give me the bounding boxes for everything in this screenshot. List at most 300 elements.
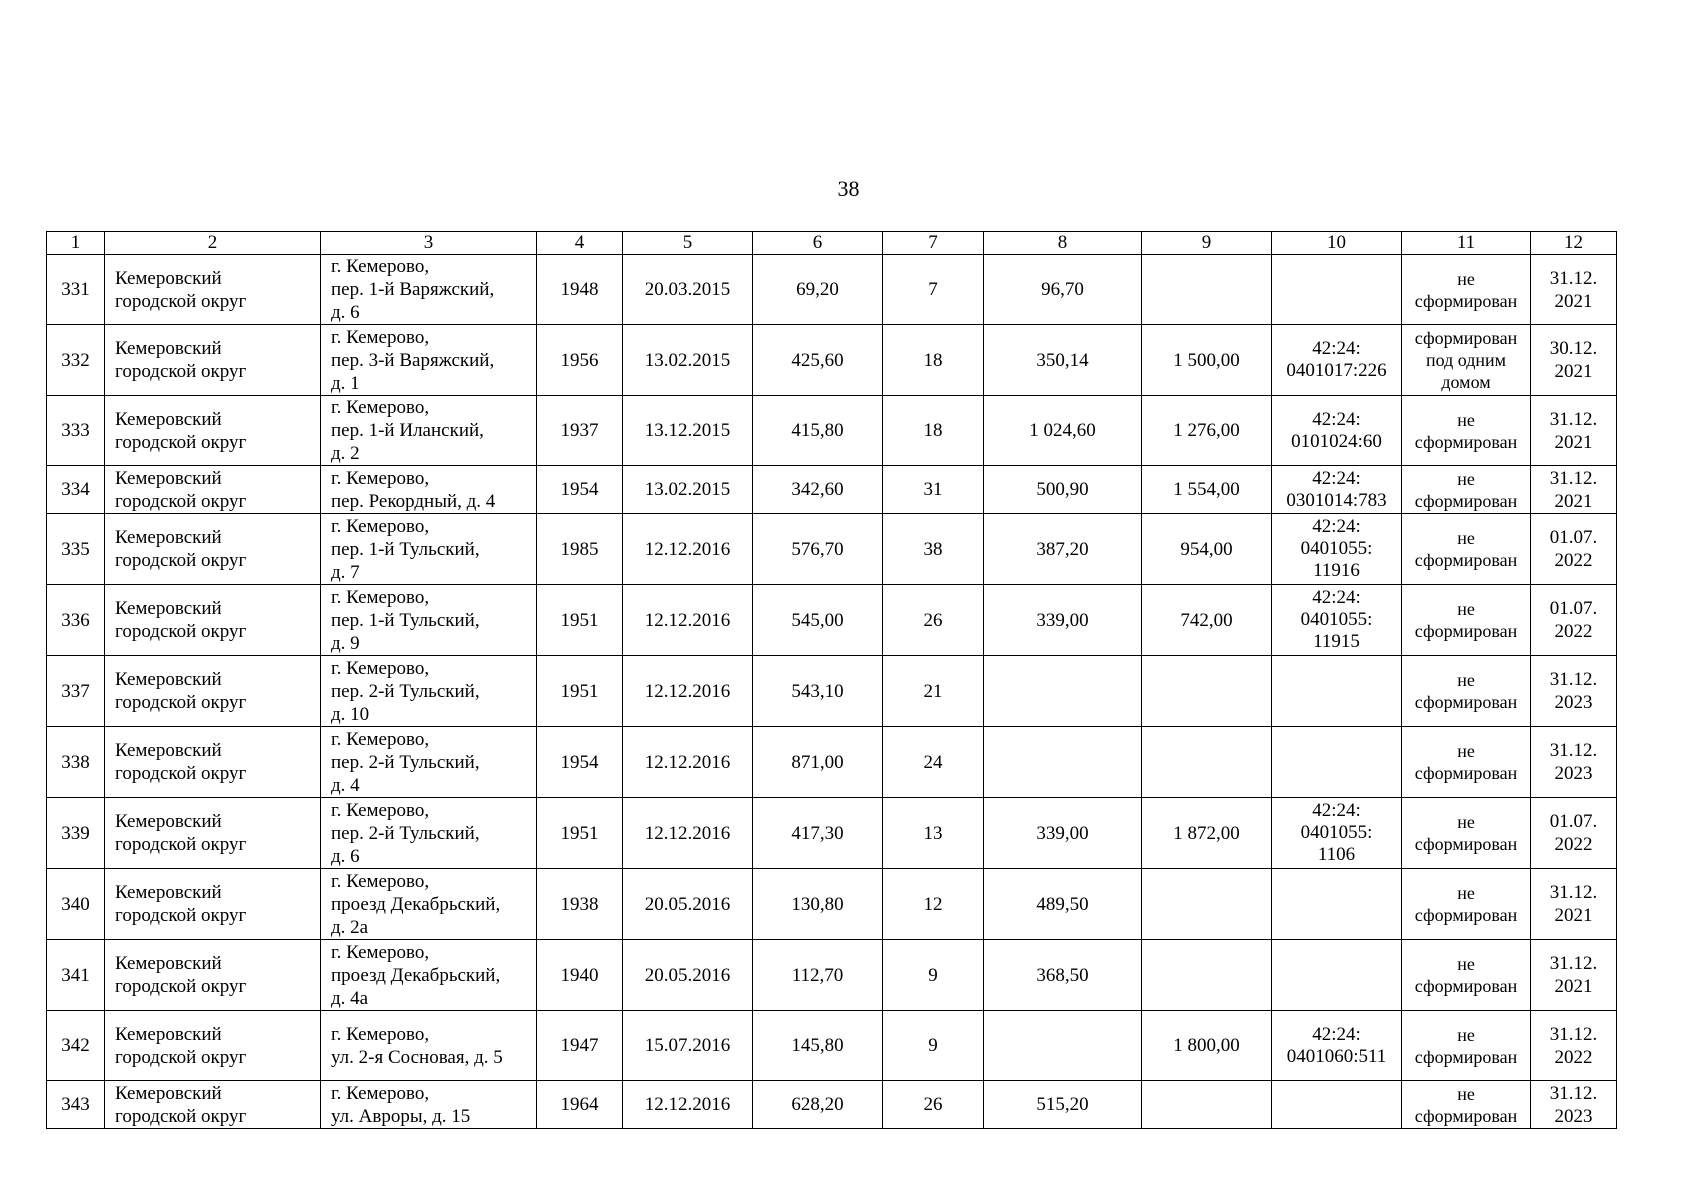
status-cell <box>1402 940 1531 1011</box>
cadastral-number-cell <box>1272 1081 1402 1129</box>
area-cell: 425,60 <box>753 325 883 396</box>
cell-line: не <box>1457 1024 1475 1045</box>
area-cell: 543,10 <box>753 656 883 727</box>
residents-cell: 18 <box>883 325 984 396</box>
cadastral-number-cell <box>1272 585 1402 656</box>
cell-line: Кемеровский <box>115 882 222 903</box>
address-cell <box>321 325 537 396</box>
cell-line: городской округ <box>115 692 247 713</box>
table-row <box>47 466 1617 514</box>
cell-line: 31.12. <box>1549 467 1598 489</box>
year-cell: 1954 <box>537 727 623 798</box>
table-row <box>47 656 1617 727</box>
cell-line: г. Кемерово, <box>331 256 430 277</box>
municipality-cell <box>105 1011 321 1081</box>
cell-line: 31.12. <box>1549 953 1598 974</box>
area-cell: 69,20 <box>753 255 883 325</box>
date-cell: 20.05.2016 <box>623 869 753 940</box>
cell-line: Кемеровский <box>115 1082 222 1104</box>
cell-line: 42:24: <box>1312 338 1361 359</box>
cell-line: сформирован <box>1414 290 1518 311</box>
land-area-cell: 368,50 <box>984 940 1142 1011</box>
cell-line: д. 4а <box>331 987 369 1009</box>
cell-line: 2021 <box>1554 905 1593 926</box>
cell-line: 2021 <box>1554 431 1593 453</box>
cell-line: не <box>1457 268 1475 289</box>
cell-line: сформирован <box>1414 976 1518 996</box>
cell-line: пер. 2-й Тульский, <box>331 680 480 702</box>
column-header: 10 <box>1272 232 1402 255</box>
cell-line: 11915 <box>1313 631 1360 652</box>
cell-line: 31.12. <box>1549 267 1598 289</box>
row-number-cell: 338 <box>47 727 105 798</box>
cell-line: 2021 <box>1554 290 1593 312</box>
cell-line: г. Кемерово, <box>331 515 430 537</box>
residents-cell: 31 <box>883 466 984 514</box>
address-cell <box>321 514 537 585</box>
cell-line: Кемеровский <box>115 338 222 359</box>
residents-cell: 26 <box>883 1081 984 1129</box>
cadastral-number-cell <box>1272 325 1402 396</box>
residents-cell: 9 <box>883 1011 984 1081</box>
row-number-cell: 335 <box>47 514 105 585</box>
cell-line: Кемеровский <box>115 527 222 548</box>
date-cell: 13.02.2015 <box>623 325 753 396</box>
cell-line: д. 1 <box>331 372 360 394</box>
municipality-cell <box>105 514 321 585</box>
cell-line: д. 9 <box>331 632 360 654</box>
area-cell: 415,80 <box>753 396 883 466</box>
deadline-cell <box>1531 656 1617 727</box>
cell-line: Кемеровский <box>115 408 222 430</box>
cell-line: г. Кемерово, <box>331 728 430 750</box>
cell-line: сформирован <box>1414 905 1518 925</box>
cell-line: 2022 <box>1554 550 1593 571</box>
plot-area-cell <box>1142 869 1272 940</box>
cell-line: городской округ <box>115 763 247 784</box>
plot-area-cell <box>1142 1081 1272 1129</box>
address-cell <box>321 869 537 940</box>
cell-line: пер. 1-й Варяжский, <box>331 279 495 300</box>
cell-line: 42:24: <box>1312 1023 1361 1045</box>
cell-line: 2021 <box>1554 361 1593 382</box>
cell-line: 30.12. <box>1549 338 1598 359</box>
cadastral-number-cell <box>1272 869 1402 940</box>
cell-line: ул. Авроры, д. 15 <box>331 1105 471 1127</box>
table-row <box>47 1011 1617 1081</box>
deadline-cell <box>1531 798 1617 869</box>
year-cell: 1948 <box>537 255 623 325</box>
page-number: 38 <box>837 176 860 201</box>
status-cell <box>1402 656 1531 727</box>
cell-line: 42:24: <box>1312 408 1361 430</box>
cell-line: сформирован <box>1414 621 1518 641</box>
cell-line: Кемеровский <box>115 267 222 289</box>
cell-line: 0301014:783 <box>1286 489 1387 511</box>
municipality-cell <box>105 1081 321 1129</box>
cell-line: под одним <box>1425 350 1507 370</box>
column-header: 6 <box>753 232 883 255</box>
cell-line: Кемеровский <box>115 811 222 832</box>
cell-line: 2021 <box>1554 490 1593 512</box>
table-row <box>47 255 1617 325</box>
row-number-cell: 337 <box>47 656 105 727</box>
table-body <box>47 255 1617 1129</box>
cell-line: 11916 <box>1313 560 1360 581</box>
cell-line: д. 6 <box>331 302 360 323</box>
status-cell <box>1402 514 1531 585</box>
cell-line: не <box>1457 954 1475 974</box>
status-cell <box>1402 585 1531 656</box>
date-cell: 13.02.2015 <box>623 466 753 514</box>
cell-line: сформирован <box>1414 431 1518 452</box>
deadline-cell <box>1531 396 1617 466</box>
cell-line: 42:24: <box>1312 467 1361 489</box>
table-row <box>47 396 1617 466</box>
cell-line: 2022 <box>1554 834 1593 855</box>
plot-area-cell: 1 872,00 <box>1142 798 1272 869</box>
cell-line: 0401055: <box>1300 609 1373 630</box>
cell-line: пер. 1-й Тульский, <box>331 609 480 631</box>
address-cell <box>321 727 537 798</box>
date-cell: 20.05.2016 <box>623 940 753 1011</box>
year-cell: 1954 <box>537 466 623 514</box>
year-cell: 1938 <box>537 869 623 940</box>
plot-area-cell <box>1142 656 1272 727</box>
date-cell: 12.12.2016 <box>623 585 753 656</box>
cell-line: пер. 2-й Тульский, <box>331 751 480 773</box>
cell-line: 01.07. <box>1549 527 1598 548</box>
cadastral-number-cell <box>1272 514 1402 585</box>
year-cell: 1947 <box>537 1011 623 1081</box>
date-cell: 12.12.2016 <box>623 656 753 727</box>
row-number-cell: 334 <box>47 466 105 514</box>
cell-line: 0401055: <box>1300 538 1373 559</box>
cell-line: д. 10 <box>331 703 370 725</box>
residents-cell: 18 <box>883 396 984 466</box>
cadastral-number-cell <box>1272 255 1402 325</box>
year-cell: 1964 <box>537 1081 623 1129</box>
cell-line: г. Кемерово, <box>331 397 430 418</box>
cell-line: д. 6 <box>331 845 360 867</box>
cell-line: д. 7 <box>331 561 360 583</box>
cell-line: не <box>1457 528 1475 548</box>
date-cell: 20.03.2015 <box>623 255 753 325</box>
deadline-cell <box>1531 727 1617 798</box>
plot-area-cell: 1 500,00 <box>1142 325 1272 396</box>
residents-cell: 13 <box>883 798 984 869</box>
cell-line: не <box>1457 670 1475 690</box>
plot-area-cell <box>1142 255 1272 325</box>
table-row <box>47 940 1617 1011</box>
area-cell: 871,00 <box>753 727 883 798</box>
deadline-cell <box>1531 514 1617 585</box>
plot-area-cell: 742,00 <box>1142 585 1272 656</box>
address-cell <box>321 656 537 727</box>
municipality-cell <box>105 585 321 656</box>
municipality-cell <box>105 255 321 325</box>
cell-line: 0401055: <box>1300 822 1373 843</box>
address-cell <box>321 1081 537 1129</box>
cadastral-number-cell <box>1272 940 1402 1011</box>
deadline-cell <box>1531 869 1617 940</box>
cell-line: г. Кемерово, <box>331 657 430 679</box>
status-cell <box>1402 466 1531 514</box>
row-number-cell: 343 <box>47 1081 105 1129</box>
row-number-cell: 336 <box>47 585 105 656</box>
cell-line: 42:24: <box>1312 516 1361 537</box>
cell-line: 2022 <box>1554 1046 1593 1068</box>
address-cell <box>321 466 537 514</box>
year-cell: 1951 <box>537 656 623 727</box>
column-header: 4 <box>537 232 623 255</box>
cell-line: пер. Рекордный, д. 4 <box>331 490 496 512</box>
year-cell: 1937 <box>537 396 623 466</box>
cell-line: не <box>1457 468 1475 489</box>
cell-line: 31.12. <box>1549 740 1598 761</box>
area-cell: 545,00 <box>753 585 883 656</box>
status-cell <box>1402 798 1531 869</box>
cell-line: городской округ <box>115 1046 247 1068</box>
deadline-cell <box>1531 1081 1617 1129</box>
municipality-cell <box>105 656 321 727</box>
cell-line: городской округ <box>115 976 247 997</box>
municipality-cell <box>105 869 321 940</box>
status-cell <box>1402 869 1531 940</box>
row-number-cell: 342 <box>47 1011 105 1081</box>
area-cell: 342,60 <box>753 466 883 514</box>
table-row <box>47 325 1617 396</box>
cell-line: ул. 2-я Сосновая, д. 5 <box>331 1046 503 1068</box>
land-area-cell <box>984 1011 1142 1081</box>
housing-registry-table <box>46 231 1617 1129</box>
deadline-cell <box>1531 255 1617 325</box>
cell-line: домом <box>1441 372 1491 392</box>
area-cell: 576,70 <box>753 514 883 585</box>
plot-area-cell: 1 276,00 <box>1142 396 1272 466</box>
cell-line: 01.07. <box>1549 598 1598 619</box>
address-cell <box>321 255 537 325</box>
land-area-cell: 350,14 <box>984 325 1142 396</box>
land-area-cell: 515,20 <box>984 1081 1142 1129</box>
column-header: 2 <box>105 232 321 255</box>
year-cell: 1940 <box>537 940 623 1011</box>
land-area-cell <box>984 727 1142 798</box>
address-cell <box>321 396 537 466</box>
cell-line: 42:24: <box>1312 587 1361 608</box>
status-cell <box>1402 1011 1531 1081</box>
residents-cell: 38 <box>883 514 984 585</box>
deadline-cell <box>1531 585 1617 656</box>
table-row <box>47 514 1617 585</box>
area-cell: 628,20 <box>753 1081 883 1129</box>
cell-line: пер. 1-й Иланский, <box>331 420 484 441</box>
cell-line: д. 2а <box>331 916 369 938</box>
cell-line: сформирован <box>1414 763 1518 783</box>
cell-line: не <box>1457 812 1475 832</box>
table-row <box>47 1081 1617 1129</box>
cell-line: 2023 <box>1554 1105 1593 1127</box>
land-area-cell: 387,20 <box>984 514 1142 585</box>
table-header-row <box>47 232 1617 255</box>
row-number-cell: 332 <box>47 325 105 396</box>
cell-line: сформирован <box>1414 550 1518 570</box>
cell-line: д. 4 <box>331 774 360 796</box>
date-cell: 12.12.2016 <box>623 798 753 869</box>
deadline-cell <box>1531 1011 1617 1081</box>
address-cell <box>321 1011 537 1081</box>
cell-line: пер. 2-й Тульский, <box>331 822 480 844</box>
land-area-cell: 500,90 <box>984 466 1142 514</box>
year-cell: 1956 <box>537 325 623 396</box>
cell-line: сформирован <box>1414 1105 1518 1126</box>
municipality-cell <box>105 727 321 798</box>
cell-line: г. Кемерово, <box>331 1082 430 1104</box>
area-cell: 130,80 <box>753 869 883 940</box>
column-header: 8 <box>984 232 1142 255</box>
municipality-cell <box>105 940 321 1011</box>
cell-line: Кемеровский <box>115 1023 222 1045</box>
land-area-cell: 339,00 <box>984 798 1142 869</box>
cell-line: 31.12. <box>1549 669 1598 690</box>
cell-line: не <box>1457 1083 1475 1104</box>
cadastral-number-cell <box>1272 1011 1402 1081</box>
cell-line: г. Кемерово, <box>331 586 430 608</box>
cell-line: пер. 1-й Тульский, <box>331 538 480 560</box>
cadastral-number-cell <box>1272 798 1402 869</box>
municipality-cell <box>105 396 321 466</box>
date-cell: 12.12.2016 <box>623 1081 753 1129</box>
plot-area-cell: 954,00 <box>1142 514 1272 585</box>
column-header: 3 <box>321 232 537 255</box>
cell-line: 2021 <box>1554 976 1593 997</box>
cell-line: г. Кемерово, <box>331 941 430 963</box>
address-cell <box>321 585 537 656</box>
cell-line: г. Кемерово, <box>331 870 430 892</box>
cell-line: 2023 <box>1554 692 1593 713</box>
cell-line: г. Кемерово, <box>331 326 430 348</box>
table-row <box>47 585 1617 656</box>
status-cell <box>1402 1081 1531 1129</box>
table-row <box>47 727 1617 798</box>
cell-line: 31.12. <box>1549 1023 1598 1045</box>
residents-cell: 12 <box>883 869 984 940</box>
cell-line: д. 2 <box>331 443 360 464</box>
status-cell <box>1402 255 1531 325</box>
cell-line: Кемеровский <box>115 669 222 690</box>
cell-line: не <box>1457 599 1475 619</box>
cell-line: 0401060:511 <box>1286 1045 1387 1067</box>
cadastral-number-cell <box>1272 727 1402 798</box>
residents-cell: 21 <box>883 656 984 727</box>
cell-line: городской округ <box>115 290 247 312</box>
cadastral-number-cell <box>1272 466 1402 514</box>
cell-line: 31.12. <box>1549 882 1598 903</box>
cell-line: 0401017:226 <box>1286 360 1387 381</box>
area-cell: 417,30 <box>753 798 883 869</box>
land-area-cell: 489,50 <box>984 869 1142 940</box>
plot-area-cell <box>1142 727 1272 798</box>
row-number-cell: 331 <box>47 255 105 325</box>
cell-line: пер. 3-й Варяжский, <box>331 349 495 371</box>
plot-area-cell: 1 554,00 <box>1142 466 1272 514</box>
row-number-cell: 339 <box>47 798 105 869</box>
year-cell: 1951 <box>537 585 623 656</box>
cell-line: сформирован <box>1414 1046 1518 1067</box>
area-cell: 112,70 <box>753 940 883 1011</box>
residents-cell: 26 <box>883 585 984 656</box>
date-cell: 13.12.2015 <box>623 396 753 466</box>
cell-line: 0101024:60 <box>1291 430 1382 452</box>
land-area-cell: 1 024,60 <box>984 396 1142 466</box>
status-cell <box>1402 727 1531 798</box>
cell-line: городской округ <box>115 834 247 855</box>
cell-line: 31.12. <box>1549 408 1598 430</box>
column-header: 5 <box>623 232 753 255</box>
cell-line: г. Кемерово, <box>331 467 430 489</box>
cadastral-number-cell <box>1272 396 1402 466</box>
deadline-cell <box>1531 940 1617 1011</box>
cell-line: 01.07. <box>1549 811 1598 832</box>
cell-line: 42:24: <box>1312 800 1361 821</box>
column-header: 9 <box>1142 232 1272 255</box>
address-cell <box>321 940 537 1011</box>
cell-line: г. Кемерово, <box>331 799 430 821</box>
plot-area-cell <box>1142 940 1272 1011</box>
column-header: 1 <box>47 232 105 255</box>
municipality-cell <box>105 798 321 869</box>
land-area-cell: 96,70 <box>984 255 1142 325</box>
cell-line: не <box>1457 409 1475 430</box>
row-number-cell: 333 <box>47 396 105 466</box>
cell-line: городской округ <box>115 905 247 926</box>
cell-line: г. Кемерово, <box>331 1023 430 1045</box>
cell-line: проезд Декабрьский, <box>331 964 501 986</box>
cell-line: Кемеровский <box>115 740 222 761</box>
column-header: 12 <box>1531 232 1617 255</box>
status-cell <box>1402 396 1531 466</box>
land-area-cell <box>984 656 1142 727</box>
cell-line: городской округ <box>115 1105 247 1127</box>
deadline-cell <box>1531 466 1617 514</box>
date-cell: 12.12.2016 <box>623 727 753 798</box>
table-row <box>47 798 1617 869</box>
cell-line: 2023 <box>1554 763 1593 784</box>
cell-line: не <box>1457 883 1475 903</box>
cell-line: сформирован <box>1414 692 1518 712</box>
address-cell <box>321 798 537 869</box>
cell-line: городской округ <box>115 361 247 382</box>
cell-line: сформирован <box>1414 490 1518 511</box>
cell-line: городской округ <box>115 490 247 512</box>
cell-line: сформирован <box>1414 328 1518 348</box>
status-cell <box>1402 325 1531 396</box>
table-row <box>47 869 1617 940</box>
cell-line: Кемеровский <box>115 598 222 619</box>
residents-cell: 24 <box>883 727 984 798</box>
year-cell: 1985 <box>537 514 623 585</box>
cell-line: сформирован <box>1414 834 1518 854</box>
cell-line: 2022 <box>1554 621 1593 642</box>
residents-cell: 7 <box>883 255 984 325</box>
municipality-cell <box>105 466 321 514</box>
deadline-cell <box>1531 325 1617 396</box>
cell-line: городской округ <box>115 431 247 453</box>
row-number-cell: 341 <box>47 940 105 1011</box>
cell-line: 1106 <box>1317 844 1356 865</box>
plot-area-cell: 1 800,00 <box>1142 1011 1272 1081</box>
date-cell: 15.07.2016 <box>623 1011 753 1081</box>
